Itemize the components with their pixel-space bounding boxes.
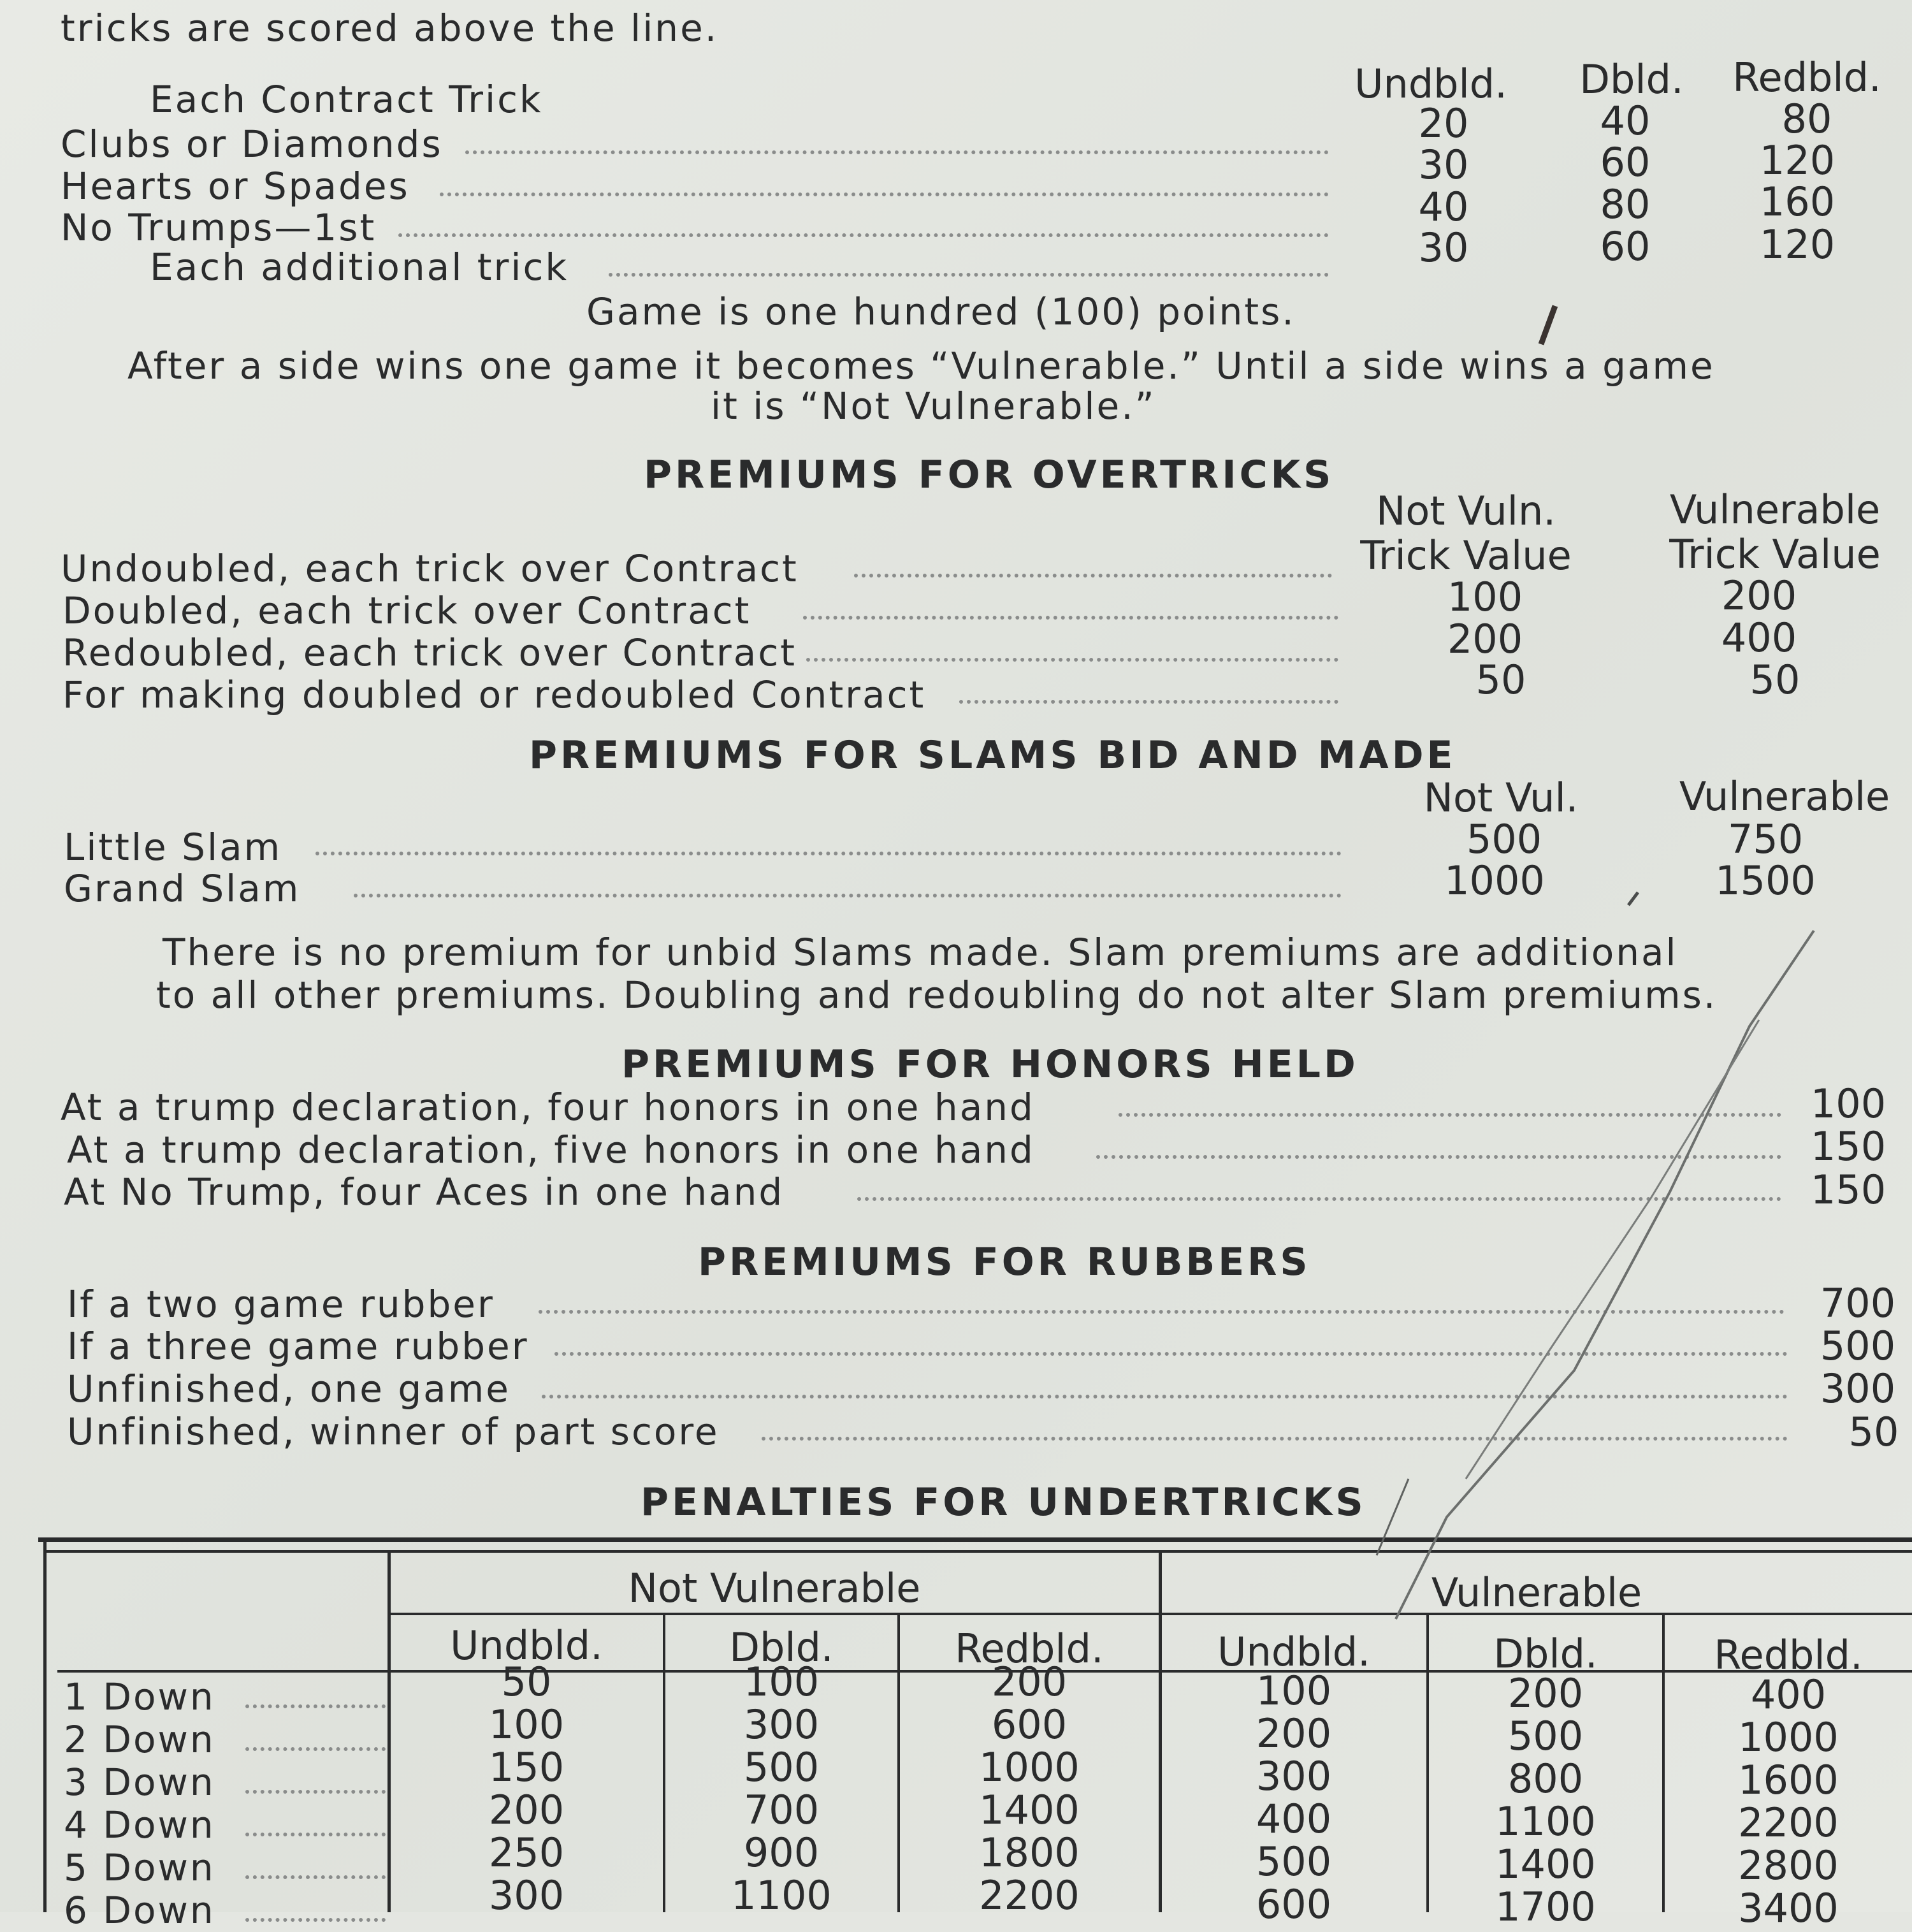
col-vulnerable: Vulnerable (1679, 773, 1890, 820)
value-cell: 3400 (1738, 1885, 1839, 1931)
vulnerable-note-2: it is “Not Vulnerable.” (711, 384, 1156, 428)
slams-note-2: to all other premiums. Doubling and redoubling do not alter Slam premiums. (156, 973, 1718, 1017)
intro-line: tricks are scored above the line. (61, 6, 719, 50)
value-cell: 100 (488, 1701, 565, 1748)
value-cell: 50 (1848, 1409, 1899, 1455)
value-cell: 200 (991, 1659, 1068, 1705)
row-label-unfinished-part: Unfinished, winner of part score (67, 1410, 720, 1453)
value-cell: 60 (1600, 223, 1651, 270)
value-cell: 80 (1781, 96, 1832, 142)
value-cell: 150 (1810, 1166, 1887, 1213)
col-undbld: Undbld. (450, 1622, 603, 1669)
value-cell: 1000 (1738, 1714, 1839, 1761)
value-cell: 400 (1721, 614, 1797, 661)
honors-title: PREMIUMS FOR HONORS HELD (621, 1042, 1359, 1087)
value-cell: 600 (1256, 1881, 1332, 1928)
value-cell: 120 (1759, 221, 1836, 268)
row-label-four-aces: At No Trump, four Aces in one hand (64, 1170, 785, 1214)
value-cell: 300 (488, 1872, 565, 1919)
value-cell: 2200 (1738, 1799, 1839, 1846)
value-cell: 120 (1759, 137, 1836, 184)
row-label-grand-slam: Grand Slam (64, 867, 301, 910)
col-undbld: Undbld. (1354, 61, 1507, 107)
value-cell: 200 (1256, 1710, 1332, 1757)
value-cell: 20 (1418, 100, 1469, 147)
game-note: Game is one hundred (100) points. (586, 290, 1296, 333)
value-cell: 1500 (1715, 857, 1816, 904)
value-cell: 1000 (1444, 857, 1545, 904)
rubbers-title: PREMIUMS FOR RUBBERS (698, 1240, 1311, 1284)
row-label-down: 3 Down (64, 1761, 215, 1804)
row-label-each-additional: Each additional trick (150, 245, 569, 289)
row-label-down: 2 Down (64, 1718, 215, 1761)
undertricks-title: PENALTIES FOR UNDERTRICKS (641, 1480, 1366, 1525)
value-cell: 100 (1447, 574, 1523, 620)
value-cell: 150 (488, 1744, 565, 1790)
value-cell: 160 (1759, 178, 1836, 225)
value-cell: 50 (1475, 657, 1526, 703)
col-not-vuln: Not Vuln. (1375, 488, 1556, 534)
value-cell: 900 (743, 1829, 820, 1876)
value-cell: 700 (1820, 1280, 1896, 1326)
vulnerable-note-1: After a side wins one game it becomes “Vulnerable.” Until a side wins a game (127, 344, 1715, 388)
value-cell: 750 (1727, 816, 1804, 862)
value-cell: 1700 (1495, 1884, 1596, 1930)
value-cell: 1100 (1495, 1798, 1596, 1845)
value-cell: 300 (1256, 1753, 1332, 1799)
value-cell: 500 (1256, 1838, 1332, 1885)
value-cell: 40 (1600, 98, 1651, 144)
value-cell: 800 (1507, 1755, 1584, 1802)
value-cell: 300 (743, 1701, 820, 1748)
value-cell: 50 (501, 1659, 552, 1705)
group-not-vulnerable: Not Vulnerable (628, 1565, 921, 1611)
col-redbld-vul: Redbld. (1714, 1632, 1863, 1678)
value-cell: 200 (1447, 616, 1523, 662)
value-cell: 500 (1466, 816, 1542, 862)
row-label-undoubled: Undoubled, each trick over Contract (61, 547, 799, 590)
row-label-four-honors: At a trump declaration, four honors in one hand (61, 1086, 1035, 1129)
trick-values-heading: Each Contract Trick (150, 78, 543, 121)
col-redbld: Redbld. (955, 1625, 1104, 1672)
value-cell: 2200 (979, 1872, 1080, 1919)
row-label-making-doubled: For making doubled or redoubled Contract (62, 673, 926, 716)
row-label-no-trumps: No Trumps—1st (61, 206, 377, 249)
row-label-down: 6 Down (64, 1889, 215, 1932)
slams-title: PREMIUMS FOR SLAMS BID AND MADE (529, 733, 1456, 778)
col-dbld: Dbld. (729, 1624, 834, 1671)
value-cell: 2800 (1738, 1842, 1839, 1889)
value-cell: 400 (1750, 1671, 1827, 1718)
row-label-unfinished-one: Unfinished, one game (67, 1367, 511, 1411)
value-cell: 500 (1820, 1323, 1896, 1369)
value-cell: 40 (1418, 184, 1469, 230)
row-label-clubs-diamonds: Clubs or Diamonds (61, 122, 443, 166)
col-vulnerable: Vulnerable (1669, 486, 1881, 533)
row-label-doubled: Doubled, each trick over Contract (62, 589, 751, 632)
value-cell: 500 (1507, 1713, 1584, 1759)
row-label-three-game: If a three game rubber (67, 1325, 529, 1368)
row-label-five-honors: At a trump declaration, five honors in one hand (67, 1128, 1035, 1172)
value-cell: 100 (1810, 1080, 1887, 1127)
row-label-down: 4 Down (64, 1803, 215, 1847)
col-vulnerable-sub: Trick Value (1669, 531, 1881, 577)
col-undbld-vul: Undbld. (1217, 1629, 1370, 1675)
row-label-down: 5 Down (64, 1846, 215, 1889)
col-not-vul: Not Vul. (1423, 774, 1579, 821)
overtricks-title: PREMIUMS FOR OVERTRICKS (644, 453, 1335, 497)
row-label-two-game: If a two game rubber (67, 1282, 495, 1326)
value-cell: 60 (1600, 139, 1651, 185)
col-redbld: Redbld. (1732, 54, 1881, 101)
row-label-little-slam: Little Slam (64, 825, 282, 869)
value-cell: 1400 (979, 1787, 1080, 1833)
row-label-hearts-spades: Hearts or Spades (61, 164, 410, 208)
value-cell: 150 (1810, 1123, 1887, 1170)
value-cell: 100 (743, 1659, 820, 1705)
col-not-vuln-sub: Trick Value (1360, 532, 1572, 579)
value-cell: 30 (1418, 224, 1469, 271)
col-dbld: Dbld. (1579, 56, 1684, 103)
value-cell: 1800 (979, 1829, 1080, 1876)
row-label-down: 1 Down (64, 1675, 215, 1718)
value-cell: 1600 (1738, 1757, 1839, 1803)
value-cell: 300 (1820, 1365, 1896, 1412)
value-cell: 400 (1256, 1796, 1332, 1842)
value-cell: 1000 (979, 1744, 1080, 1790)
group-vulnerable: Vulnerable (1431, 1569, 1642, 1616)
value-cell: 200 (1507, 1670, 1584, 1717)
value-cell: 1400 (1495, 1841, 1596, 1887)
value-cell: 30 (1418, 142, 1469, 188)
value-cell: 80 (1600, 181, 1651, 228)
value-cell: 700 (743, 1787, 820, 1833)
value-cell: 500 (743, 1744, 820, 1790)
value-cell: 250 (488, 1829, 565, 1876)
value-cell: 1100 (731, 1872, 832, 1919)
row-label-redoubled: Redoubled, each trick over Contract (62, 631, 797, 674)
value-cell: 600 (991, 1701, 1068, 1748)
leader-dots (245, 1918, 386, 1922)
value-cell: 50 (1749, 657, 1800, 703)
slams-note-1: There is no premium for unbid Slams made. Slam premiums are additional (163, 931, 1678, 974)
value-cell: 200 (1721, 572, 1797, 619)
value-cell: 200 (488, 1787, 565, 1833)
value-cell: 100 (1256, 1667, 1332, 1714)
col-dbld-vul: Dbld. (1493, 1631, 1598, 1677)
